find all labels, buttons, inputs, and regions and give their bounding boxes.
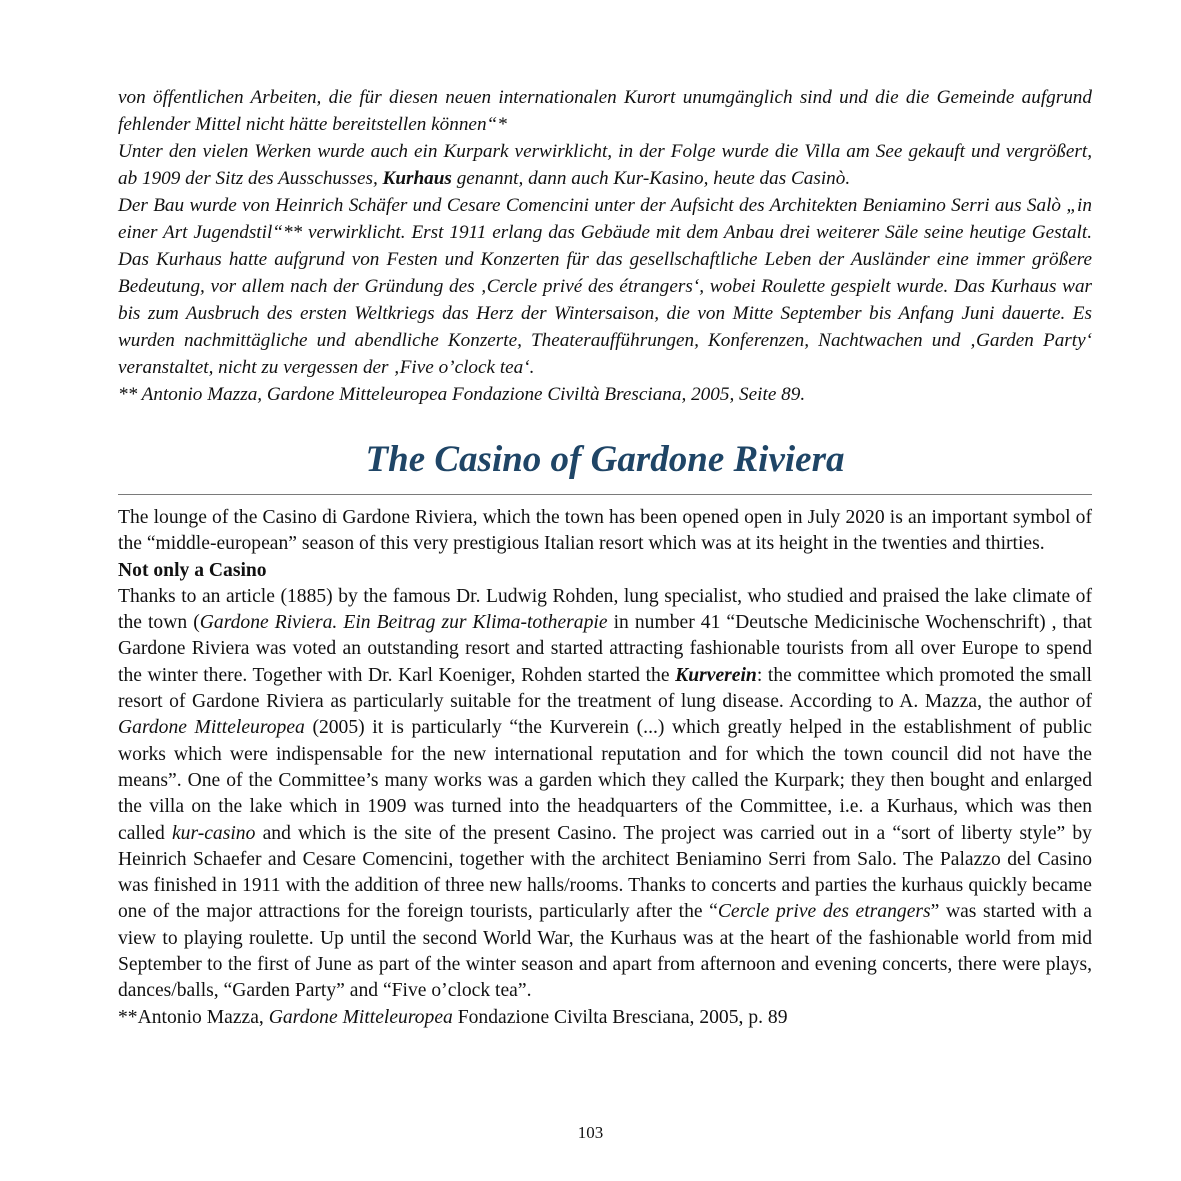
page-number: 103 (577, 1123, 604, 1142)
body-text: (2005) it is particularly “the Kurverein (...) which greatly helped in the establishment of public works which were indispensable for the new international reputation and for which the town council did not have the means”. One of the Committee’s many works was a garden which they called the Kurpark; they then bought and enlarged the villa on the lake which in 1909 was turned into the headquarters of the Committee, i.e. a Kurhaus, which was then called (118, 717, 1093, 844)
kurverein-term: Kurverein (675, 664, 757, 686)
italic-term: Cercle prive des etrangers (717, 901, 931, 923)
german-paragraph-text: Unter den vielen Werken wurde auch ein Kurpark verwirklicht, in der Folge wurde die Villa am See gekauft und vergrößert, ab 1909 der Sitz des Ausschusses, (118, 141, 1092, 189)
body-text: : the committee which promoted the small resort of Gardone Riviera as particularly suitable for the treatment of lung disease. According to A. Mazza, the author of (118, 664, 1092, 713)
body-paragraph (118, 584, 1092, 1005)
german-footnote-text: ** Antonio Mazza, Gardone Mitteleuropea Fondazione Civiltà Bresciana, 2005, Seite 89. (118, 384, 806, 405)
body-text: in number 41 “Deutsche Medicinische Wochenschrift) , that Gardone Riviera was voted an outstanding resort and started attracting fashionable tourists from all over Europe to spend the winter there. Together with Dr. Karl Koeniger, Rohden started the (118, 612, 1092, 686)
italic-title: Gardone Mitteleuropea (268, 1006, 453, 1028)
body-text: and which is the site of the present Casino. The project was carried out in a “sort of liberty style” by Heinrich Schaefer and Cesare Comencini, together with the architect Beniamino Serri from Salo. The Palazzo del Casino was finished in 1911 with the addition of three new halls/rooms. Thanks to concerts and parties the kurhaus quickly became one of the major attractions for the foreign tourists, particularly after the “ (118, 822, 1092, 923)
italic-term: kur-casino (171, 822, 256, 844)
page-title: The Casino of Gardone Riviera (365, 439, 845, 480)
german-paragraph-text: von öffentlichen Arbeiten, die für diesen neuen internationalen Kurort unumgänglich sind und die die Gemeinde aufgrund fehlender Mittel nicht hätte bereitstellen können“* (118, 87, 1092, 135)
footnote-text: **Antonio Mazza, (118, 1006, 269, 1028)
german-paragraph-text: Der Bau wurde von Heinrich Schäfer und Cesare Comencini unter der Aufsicht des Architekten Beniamino Serri aus Salò „in einer Art Jugendstil“** verwirklicht. Erst 1911 erlang das Gebäude mit dem Anbau drei weiterer Säle seine heutige Gestalt. Das Kurhaus hatte aufgrund von Festen und Konzerten für das gesellschaftliche Leben der Ausländer eine immer größere Bedeutung, vor allem nach der Gründung des ‚Cercle privé des étrangers‘, wobei Roulette gespielt wurde. Das Kurhaus war bis zum Ausbruch des ersten Weltkriegs das Herz der Wintersaison, die von Mitte September bis Anfang Juni dauerte. Es wurden nachmittägliche und abendliche Konzerte, Theateraufführungen, Konferenzen, Nachtwachen und ‚Garden Party‘ veranstaltet, nicht zu vergessen der ‚Five o’clock tea‘. (118, 195, 1092, 378)
italic-title: Gardone Mitteleuropea (118, 717, 305, 739)
german-paragraph-text: genannt, dann auch Kur-Kasino, heute das Casinò. (451, 168, 851, 189)
english-footnote (118, 1005, 1092, 1031)
german-paragraph (118, 84, 1092, 138)
subheading: Not only a Casino (118, 559, 267, 581)
intro-paragraph: The lounge of the Casino di Gardone Riviera, which the town has been opened open in July 2020 is an important symbol of the “middle-european” season of this very prestigious Italian resort which was at its height in the twenties and thirties. (118, 507, 1092, 555)
italic-title: Gardone Riviera. Ein Beitrag zur Klima-totherapie (199, 612, 608, 634)
section-heading (118, 438, 1092, 482)
german-paragraph (118, 138, 1092, 192)
german-footnote (118, 381, 1092, 408)
footnote-text: Fondazione Civilta Bresciana, 2005, p. 89 (452, 1006, 788, 1028)
body-text: Thanks to an article (1885) by the famous Dr. Ludwig Rohden, lung specialist, who studied and praised the lake climate of the town ( (118, 585, 1092, 634)
german-text-block (118, 84, 1092, 408)
kurhaus-bold-term: Kurhaus (382, 168, 452, 189)
english-text-block (118, 505, 1092, 1031)
page-content (118, 84, 1092, 1031)
heading-divider (118, 494, 1092, 495)
german-paragraph (118, 192, 1092, 381)
body-text: ” was started with a view to playing roulette. Up until the second World War, the Kurhaus was at the heart of the fashionable world from mid September to the first of June as part of the winter season and apart from afternoon and evening concerts, there were plays, dances/balls, “Garden Party” and “Five o’clock tea”. (118, 901, 1092, 1002)
